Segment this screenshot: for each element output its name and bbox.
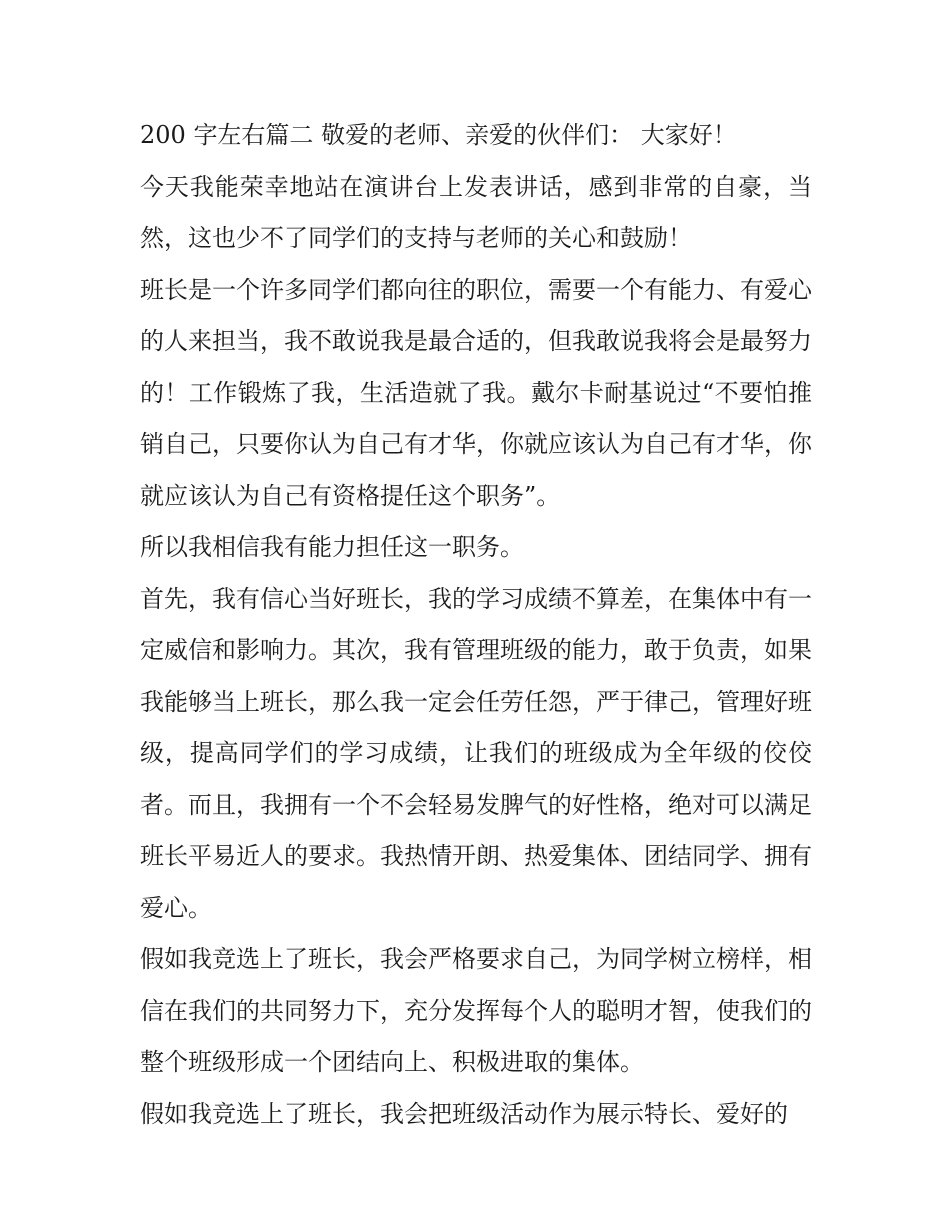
paragraph-promise-two: 假如我竞选上了班长，我会把班级活动作为展示特长、爱好的	[140, 1099, 788, 1128]
paragraph-opening: 今天我能荣幸地站在演讲台上发表讲话，感到非常的自豪，当然，这也少不了同学们的支持与老师的关心和鼓励！	[140, 172, 812, 252]
paragraph-qualifications: 首先，我有信心当好班长，我的学习成绩不算差，在集体中有一定威信和影响力。其次，我有管理班级的能力，敢于负责，如果我能够当上班长，那么我一定会任劳任怨，严于律己，管理好班级，提高同学们的学习成绩，让我们的班级成为全年级的佼佼者。而且，我拥有一个不会轻易发脾气的好性格，绝对可以满足班长平易近人的要求。我热情开朗、热爱集体、团结同学、拥有爱心。	[140, 584, 812, 922]
paragraph-confidence: 所以我相信我有能力担任这一职务。	[140, 533, 524, 561]
paragraph-heading-greeting: 200 字左右篇二 敬爱的老师、亲爱的伙伴们： 大家好！	[140, 121, 737, 149]
paragraph-promise-one: 假如我竞选上了班长，我会严格要求自己，为同学树立榜样，相信在我们的共同努力下，充分发挥每个人的聪明才智，使我们的整个班级形成一个团结向上、积极进取的集体。	[140, 945, 812, 1076]
document-body	[140, 110, 812, 1140]
paragraph-monitor-role: 班长是一个许多同学们都向往的职位，需要一个有能力、有爱心的人来担当，我不敢说我是最合适的，但我敢说我将会是最努力的！工作锻炼了我，生活造就了我。戴尔卡耐基说过“不要怕推销自己，只要你认为自己有才华，你就应该认为自己有才华，你就应该认为自己有资格提任这个职务”。	[140, 275, 812, 510]
